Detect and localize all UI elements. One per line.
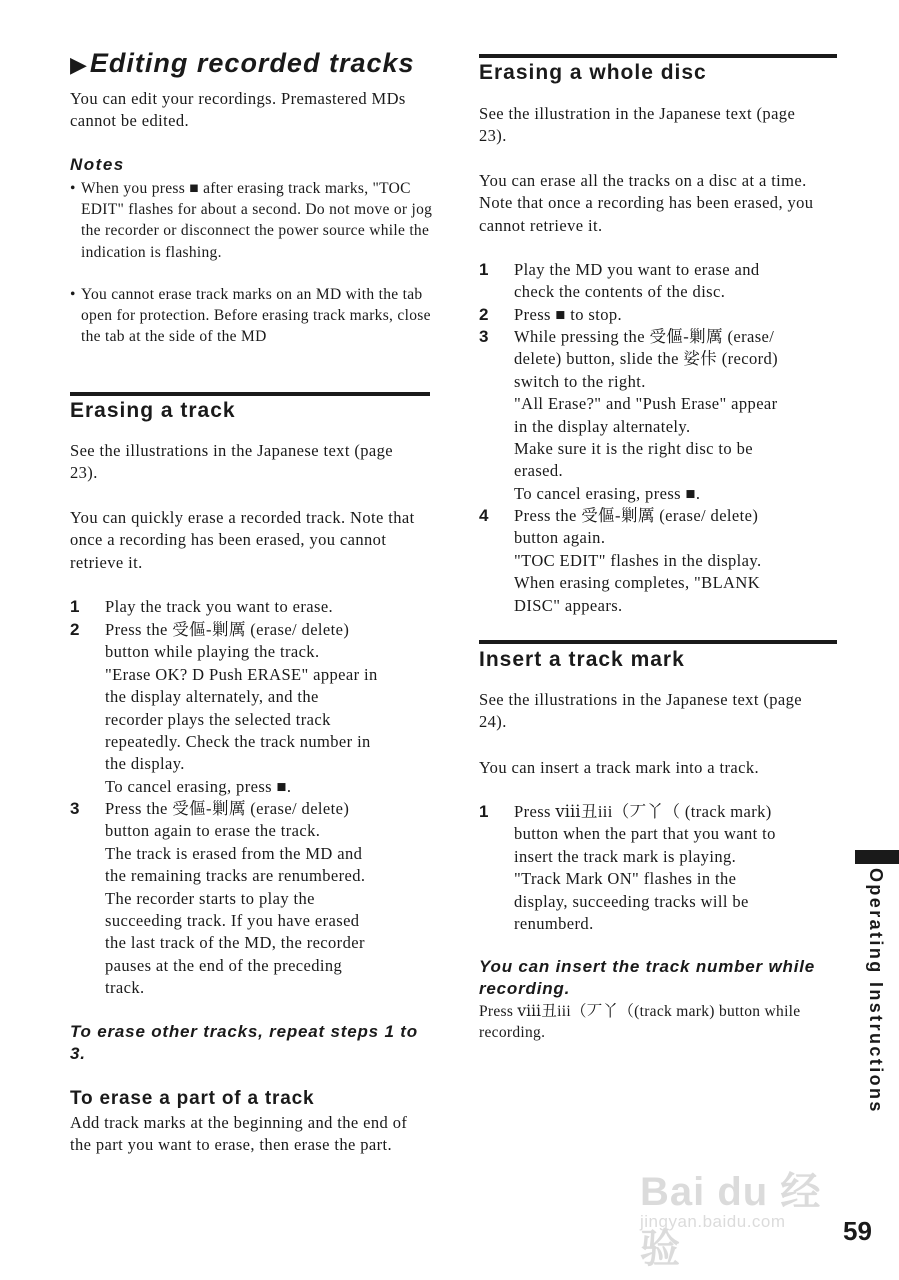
notes-title: Notes [70,155,125,174]
while-recording-text: Press ⅷ丑iii（丆丫（(track mark) button while recording. [479,1003,801,1042]
step-2: 2 Press the 受傴-剿厲 (erase/ delete) button while playing the track. "Erase OK? D Push ERASE" appear in the display alternately, and the recorder plays the selected track repeatedly. Check the track number in the display. To cancel erasing, press ■. [70,620,378,796]
erase-part-title: To erase a part of a track [70,1088,315,1109]
side-tab-label: Operating Instructions [866,868,886,1114]
step-1: 1 Play the MD you want to erase and check the contents of the disc. [479,260,760,302]
play-arrow-icon: ▶ [70,52,88,77]
note-item: • When you press ■ after erasing track marks, "TOC EDIT" flashes for about a second. Do not move or jog the recorder or disconnect the power source while the indication is flashing. [70,178,443,263]
step-1: 1 Play the track you want to erase. [70,597,334,616]
section-rule [479,640,837,644]
section-rule [70,392,430,396]
page-number: 59 [843,1216,872,1246]
see-illustrations-text: See the illustrations in the Japanese text (page 24). [479,690,802,732]
side-tab-marker [855,850,899,864]
intro-text: You can edit your recordings. Premastered MDs cannot be edited. [70,89,406,131]
whole-disc-intro: You can erase all the tracks on a disc at a time. Note that once a recording has been erased, you cannot retrieve it. [479,171,814,235]
watermark-url: jingyan.baidu.com [640,1212,786,1231]
insert-track-mark-title: Insert a track mark [479,648,685,671]
baidu-watermark [640,1148,850,1271]
erase-track-intro: You can quickly erase a recorded track. Note that once a recording has been erased, you cannot retrieve it. [70,508,415,572]
see-illustrations-text: See the illustrations in the Japanese text (page 23). [70,441,393,483]
step-1: 1 Press ⅷ丑iii（丆丫（ (track mark) button when the part that you want to insert the track mark is playing. "Track Mark ON" flashes in the display, succeeding tracks will be renumberd. [479,802,776,934]
section-heading: ▶Editing recorded tracks [70,48,415,78]
insert-mark-intro: You can insert a track mark into a track. [479,758,760,777]
repeat-steps-note: To erase other tracks, repeat steps 1 to 3. [70,1022,418,1063]
erasing-whole-disc-title: Erasing a whole disc [479,61,707,84]
step-4: 4 Press the 受傴-剿厲 (erase/ delete) button again. "TOC EDIT" flashes in the display. When erasing completes, "BLANK DISC" appears. [479,506,762,615]
step-3: 3 Press the 受傴-剿厲 (erase/ delete) button again to erase the track. The track is erased from the MD and the remaining tracks are renumbered. The recorder starts to play the succeeding track. If you have erased the last track of the MD, the recorder pauses at the end of the preceding track. [70,799,366,998]
note-item: • You cannot erase track marks on an MD with the tab open for protection. Before erasing track marks, close the tab at the side of the MD [70,284,443,348]
watermark-brand: Bai du 经验 [640,1170,822,1271]
section-rule [479,54,837,58]
step-3: 3 While pressing the 受傴-剿厲 (erase/ delete) button, slide the 娑佧 (record) switch to the right. "All Erase?" and "Push Erase" appear in the display alternately. Make sure it is the right disc to be erased. To cancel erasing, press ■. [479,327,779,503]
while-recording-title: You can insert the track number while recording. [479,957,815,998]
erasing-track-title: Erasing a track [70,399,236,422]
see-illustration-text: See the illustration in the Japanese text (page 23). [479,104,796,146]
step-2: 2 Press ■ to stop. [479,305,623,324]
erase-part-text: Add track marks at the beginning and the end of the part you want to erase, then erase the part. [70,1113,408,1155]
